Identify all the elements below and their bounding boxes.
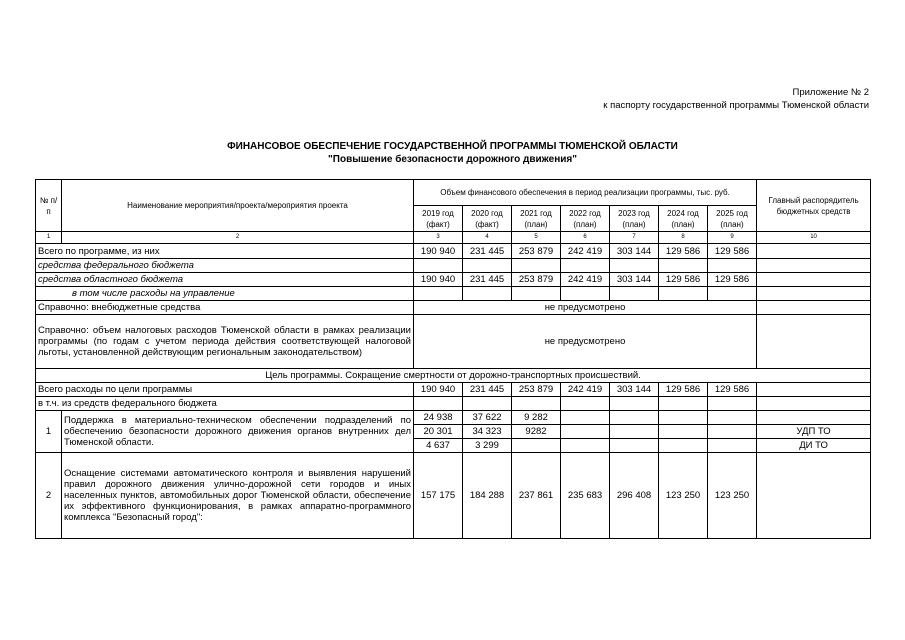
- cell-manager: [757, 301, 871, 315]
- row-label: Всего по программе, из них: [36, 244, 414, 259]
- cell-value: 296 408: [610, 453, 659, 539]
- cell-value: 9 282: [512, 411, 561, 425]
- cell-value: 242 419: [561, 383, 610, 397]
- cell-not-provided: не предусмотрено: [414, 315, 757, 369]
- cell-manager: [757, 244, 871, 259]
- cell-manager: [757, 315, 871, 369]
- row-label: в т.ч. из средств федерального бюджета: [36, 397, 414, 411]
- header-year: 2025 год (план): [708, 206, 757, 232]
- header-year: 2021 год (план): [512, 206, 561, 232]
- cell-value: 20 301: [414, 425, 463, 439]
- item-number: 1: [36, 411, 62, 453]
- cell-value: 190 940: [414, 244, 463, 259]
- cell-value: 129 586: [659, 244, 708, 259]
- col-number: 1: [36, 232, 62, 244]
- header-num: № п/п: [36, 180, 62, 232]
- cell-value: 303 144: [610, 244, 659, 259]
- header-year: 2022 год (план): [561, 206, 610, 232]
- table-row-extrabudget: [36, 301, 871, 315]
- cell-manager: [757, 273, 871, 287]
- item-label: Оснащение системами автоматического контроля и выявления нарушений правил дорожного движения улично-дорожной сети городов и иных населенных пунктов, автомобильных дорог Тюменской области, обеспечение их эффективного функционирования, в рамках аппаратно-программного комплекса "Безопасный город":: [62, 453, 414, 539]
- cell-value: 231 445: [463, 383, 512, 397]
- cell-manager: [757, 411, 871, 425]
- item-label: Поддержка в материально-техническом обеспечении подразделений по обеспечению безопасности дорожного движения органов внутренних дел Тюменской области.: [62, 411, 414, 453]
- financing-table: [35, 179, 871, 539]
- row-label: в том числе расходы на управление: [36, 287, 414, 301]
- cell-value: 129 586: [708, 244, 757, 259]
- cell-value: 231 445: [463, 273, 512, 287]
- cell-value: 24 938: [414, 411, 463, 425]
- header-name: Наименование мероприятия/проекта/мероприятия проекта: [62, 180, 414, 232]
- cell-value: 235 683: [561, 453, 610, 539]
- cell-value: 184 288: [463, 453, 512, 539]
- cell-value: 303 144: [610, 383, 659, 397]
- cell-value: 3 299: [463, 439, 512, 453]
- cell-not-provided: не предусмотрено: [414, 301, 757, 315]
- header-manager: Главный распорядитель бюджетных средств: [757, 180, 871, 232]
- col-number: 7: [610, 232, 659, 244]
- table-row-management: [36, 287, 871, 301]
- document-title: [0, 140, 905, 166]
- row-label: Всего расходы по цели программы: [36, 383, 414, 397]
- cell-value: 190 940: [414, 273, 463, 287]
- cell-value: 237 861: [512, 453, 561, 539]
- col-number: 10: [757, 232, 871, 244]
- table-row-tax: [36, 315, 871, 369]
- cell-manager: [757, 383, 871, 397]
- appendix-note: [603, 86, 869, 112]
- table-row-federal: [36, 259, 871, 273]
- header-year: 2020 год (факт): [463, 206, 512, 232]
- appendix-subtitle: к паспорту государственной программы Тюменской области: [603, 100, 869, 111]
- table-row-total: [36, 244, 871, 259]
- cell-value: 129 586: [708, 383, 757, 397]
- cell-value: 253 879: [512, 273, 561, 287]
- col-number: 8: [659, 232, 708, 244]
- cell-value: 34 323: [463, 425, 512, 439]
- title-line-2: "Повышение безопасности дорожного движения": [328, 154, 577, 165]
- cell-value: 123 250: [659, 453, 708, 539]
- cell-value: 242 419: [561, 273, 610, 287]
- cell-value: [512, 439, 561, 453]
- appendix-number: Приложение № 2: [792, 87, 869, 98]
- cell-value: 157 175: [414, 453, 463, 539]
- col-number: 9: [708, 232, 757, 244]
- table-row-goal-total: [36, 383, 871, 397]
- table-row-goal-federal: [36, 397, 871, 411]
- table-row-item-1: [36, 411, 871, 425]
- cell-value: 123 250: [708, 453, 757, 539]
- cell-value: 37 622: [463, 411, 512, 425]
- cell-value: 231 445: [463, 244, 512, 259]
- cell-value: 129 586: [659, 383, 708, 397]
- item-number: 2: [36, 453, 62, 539]
- column-numbers-row: [36, 232, 871, 244]
- cell-value: 129 586: [708, 273, 757, 287]
- cell-manager: ДИ ТО: [757, 439, 871, 453]
- row-label: средства областного бюджета: [36, 273, 414, 287]
- cell-value: 190 940: [414, 383, 463, 397]
- row-label: Справочно: объем налоговых расходов Тюменской области в рамках реализации программы (по годам с учетом периода действия соответствующей налоговой льготы, установленной действующим региональным законодательством): [36, 315, 414, 369]
- table-row-goal: [36, 369, 871, 383]
- table-row-regional: [36, 273, 871, 287]
- title-line-1: ФИНАНСОВОЕ ОБЕСПЕЧЕНИЕ ГОСУДАРСТВЕННОЙ ПРОГРАММЫ ТЮМЕНСКОЙ ОБЛАСТИ: [227, 141, 678, 152]
- row-label: средства федерального бюджета: [36, 259, 414, 273]
- cell-value: 4 637: [414, 439, 463, 453]
- cell-value: 253 879: [512, 383, 561, 397]
- col-number: 6: [561, 232, 610, 244]
- header-year: 2023 год (план): [610, 206, 659, 232]
- col-number: 4: [463, 232, 512, 244]
- col-number: 2: [62, 232, 414, 244]
- table-row-item-2: [36, 453, 871, 539]
- header-year: 2024 год (план): [659, 206, 708, 232]
- col-number: 5: [512, 232, 561, 244]
- cell-value: 242 419: [561, 244, 610, 259]
- cell-value: 303 144: [610, 273, 659, 287]
- cell-manager: УДП ТО: [757, 425, 871, 439]
- goal-heading: Цель программы. Сокращение смертности от дорожно-транспортных происшествий.: [36, 369, 871, 383]
- header-year: 2019 год (факт): [414, 206, 463, 232]
- header-volume: Объем финансового обеспечения в период реализации программы, тыс. руб.: [414, 180, 757, 206]
- cell-value: 129 586: [659, 273, 708, 287]
- header-row: [36, 180, 871, 206]
- col-number: 3: [414, 232, 463, 244]
- cell-manager: [757, 453, 871, 539]
- cell-value: 253 879: [512, 244, 561, 259]
- row-label: Справочно: внебюджетные средства: [36, 301, 414, 315]
- cell-value: 9282: [512, 425, 561, 439]
